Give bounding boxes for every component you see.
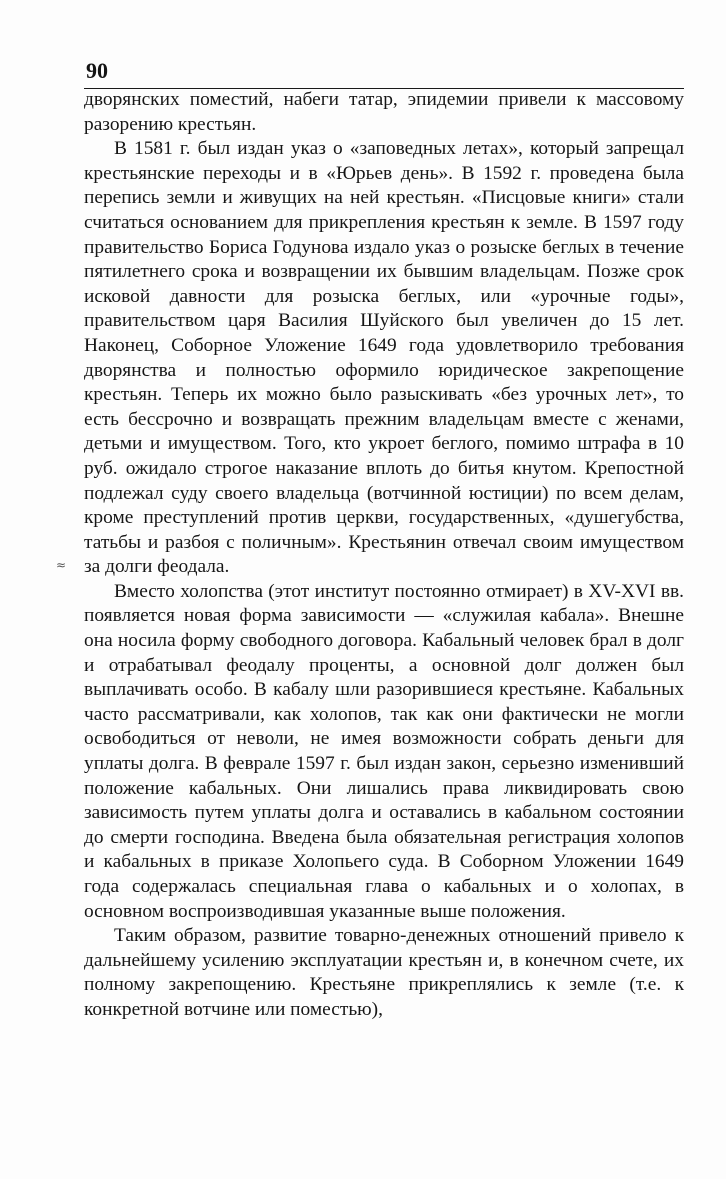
body-text: [84, 88, 684, 1023]
margin-mark: ≈: [56, 558, 67, 572]
paragraph-kabala: Вместо холопства (этот институт постоянно отмирает) в XV-XVI вв. появляется новая форма зависимости — «служилая кабала». Внешне она носила форму свободного договора. Кабальный человек брал в долг и отрабатывал феодалу проценты, а основной долг должен был выплачивать особо. В кабалу шли разорившиеся крестьяне. Кабальных часто рассматривали, как холопов, так как они фактически не могли освободиться от неволи, не имея возможности собрать деньги для уплаты долга. В феврале 1597 г. был издан закон, серьезно изменивший положение кабальных. Они лишались права ликвидировать свою зависимость путем уплаты долга и оставались в кабальном состоянии до смерти господина. Введена была обязательная регистрация холопов и кабальных в приказе Холопьего суда. В Соборном Уложении 1649 года содержалась специальная глава о кабальных и о холопах, в основном воспроизводившая указанные выше положения.: [84, 580, 684, 922]
paragraph-1581-decree: В 1581 г. был издан указ о «заповедных летах», который запрещал крестьянские переходы и в «Юрьев день». В 1592 г. проведена была перепись земли и живущих на ней крестьян. «Писцовые книги» стали считаться основанием для прикрепления крестьян к земле. В 1597 году правительство Бориса Годунова издало указ о розыске беглых в течение пятилетнего срока и возвращении их бывшим владельцам. Позже срок исковой давности для розыска беглых, или «урочные годы», правительством царя Василия Шуйского был увеличен до 15 лет. Наконец, Соборное Уложение 1649 года удовлетворило требования дворянства и полностью оформило юридическое закрепощение крестьян. Теперь их можно было разыскивать «без урочных лет», то есть бессрочно и возвращать прежним владельцам вместе с женами, детьми и имуществом. Того, кто укроет беглого, помимо штрафа в 10 руб. ожидало строгое наказание вплоть до битья кнутом. Крепостной подлежал суду своего владельца (вотчинной юстиции) по всем делам, кроме преступлений против церкви, государственных, «душегубства, татьбы и разбоя с поличным». Крестьянин отвечал своим имуществом за долги феодала.: [84, 138, 684, 578]
paragraph-conclusion: Таким образом, развитие товарно-денежных отношений привело к дальнейшему усилению эксплуатации крестьян и, в конечном счете, их полному закрепощению. Крестьяне прикреплялись к земле (т.е. к конкретной вотчине или поместью),: [84, 925, 684, 1020]
paragraph-continued: дворянских поместий, набеги татар, эпидемии привели к массовому разорению крестьян.: [84, 89, 684, 135]
page-number: 90: [86, 58, 108, 83]
